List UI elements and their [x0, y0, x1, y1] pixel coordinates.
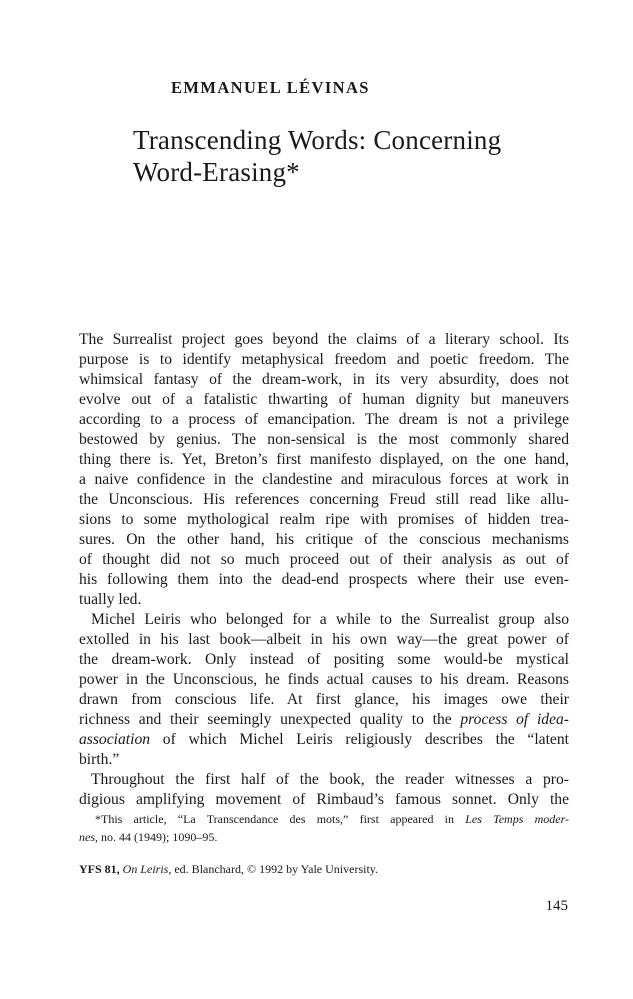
text-line: Michel Leiris who belonged for a while to the Surrealist group also — [91, 611, 569, 628]
text-run: no. 44 (1949); 1090–95. — [98, 830, 218, 844]
text-line: bestowed by genius. The non-sensical is the most commonly shared — [79, 431, 569, 448]
book-title: On Leiris, — [122, 862, 172, 876]
italic-term: Les Temps moder- — [465, 812, 569, 826]
text-line: a naive confidence in the clandestine and miraculous forces at work in — [79, 471, 569, 488]
italic-term: process of idea- — [460, 711, 570, 728]
text-line: sions to some mythological realm ripe with promises of hidden trea- — [79, 511, 569, 528]
text-line: sures. On the other hand, his critique of the conscious mechanisms — [79, 531, 569, 548]
text-run: richness and their seemingly unexpected quality to the — [79, 711, 461, 728]
text-line — [79, 730, 569, 750]
text-line — [79, 710, 569, 730]
text-line: his following them into the dead-end prospects where their use even- — [79, 571, 569, 588]
text-line: Throughout the first half of the book, the reader witnesses a pro- — [91, 771, 569, 788]
text-line: whimsical fantasy of the dream-work, in its very absurdity, does not — [79, 371, 569, 388]
footnote-line — [79, 828, 569, 846]
text-line: purpose is to identify metaphysical freedom and poetic freedom. The — [79, 351, 569, 368]
italic-term: nes, — [79, 830, 98, 844]
title-line-1: Transcending Words: Concerning — [133, 125, 502, 155]
text-line: extolled in his last book—albeit in his own way—the great power of — [79, 631, 569, 648]
text-line: birth.” — [79, 751, 120, 768]
text-line: tually led. — [79, 591, 142, 608]
paragraph-3 — [79, 770, 569, 810]
italic-term: association — [79, 731, 151, 748]
text-line: evolve out of a fatalistic thwarting of human dignity but maneuvers — [79, 391, 569, 408]
text-line: according to a process of emancipation. The dream is not a privilege — [79, 411, 569, 428]
journal-issue: YFS 81, — [79, 862, 120, 876]
text-line: the dream-work. Only instead of positing some would-be mystical — [79, 651, 569, 668]
text-line: power in the Unconscious, he finds actual causes to his dream. Reasons — [79, 671, 569, 688]
citation-details: ed. Blanchard, © 1992 by Yale University. — [171, 862, 379, 876]
text-run: of which Michel Leiris religiously describes the “latent — [150, 731, 569, 748]
body-text — [79, 330, 569, 810]
footnote — [79, 810, 569, 846]
text-line: the Unconscious. His references concerning Freud still read like allu- — [79, 491, 569, 508]
text-line: digious amplifying movement of Rimbaud’s famous sonnet. Only the — [79, 791, 569, 808]
title-line-2: Word-Erasing* — [133, 157, 300, 187]
text-run: *This article, “La Transcendance des mots,” first appeared in — [95, 812, 466, 826]
author-name: EMMANUEL LÉVINAS — [171, 78, 370, 97]
text-line: thing there is. Yet, Breton’s first manifesto displayed, on the one hand, — [79, 451, 569, 468]
text-line: The Surrealist project goes beyond the claims of a literary school. Its — [79, 331, 569, 348]
journal-citation — [79, 860, 569, 878]
text-line: of thought did not so much proceed out of their analysis as out of — [79, 551, 569, 568]
footnote-line — [79, 810, 569, 828]
page-number: 145 — [545, 898, 568, 914]
paragraph-2 — [79, 610, 569, 770]
article-title — [133, 124, 593, 188]
paragraph-1 — [79, 330, 569, 610]
text-line: drawn from conscious life. At first glance, his images owe their — [79, 691, 569, 708]
